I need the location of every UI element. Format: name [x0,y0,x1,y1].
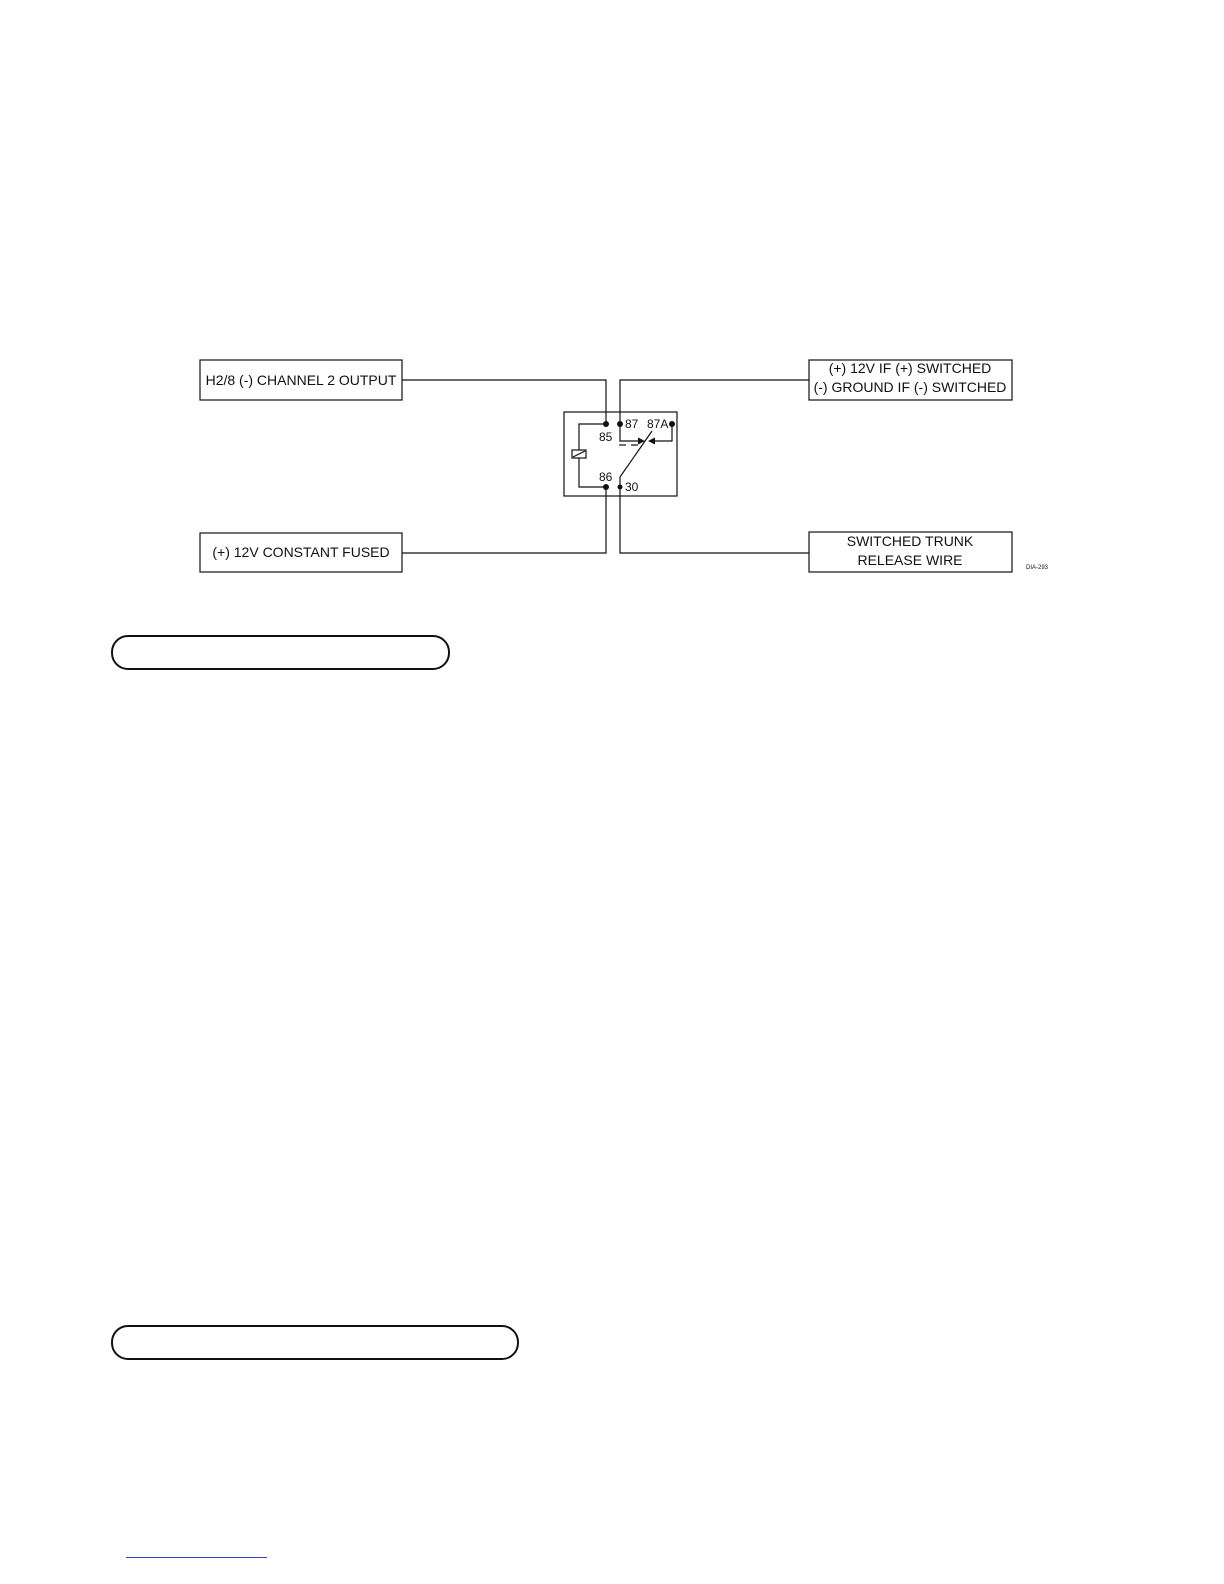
section-heading-pill-1 [111,635,450,670]
pin-87a-label: 87A [647,417,669,431]
arrow-to-87a [648,438,655,445]
switched-power-label-line1: (+) 12V IF (+) SWITCHED [828,360,992,376]
terminal-30-dot [618,485,623,490]
footer-link-underline[interactable] [126,1557,267,1558]
wire-to-30 [620,487,809,553]
channel-output-label: H2/8 (-) CHANNEL 2 OUTPUT [205,372,397,388]
wire-to-86 [402,487,606,553]
terminal-87a-dot [669,421,675,427]
section-heading-pill-2 [111,1325,519,1360]
pin-30-label: 30 [625,480,639,494]
terminal-87-dot [617,421,623,427]
pin-85-label: 85 [599,430,613,444]
pin-87-label: 87 [625,417,639,431]
trunk-release-label-line1: SWITCHED TRUNK [846,533,974,549]
trunk-release-label-line2: RELEASE WIRE [857,552,963,568]
switched-power-label-line2: (-) GROUND IF (-) SWITCHED [813,379,1007,395]
pin-86-label: 86 [599,470,613,484]
terminal-86-dot [603,484,609,490]
terminal-85-dot [603,421,609,427]
wire-to-85 [402,380,606,424]
constant-fused-label: (+) 12V CONSTANT FUSED [212,544,390,560]
switch-arm [620,431,652,477]
figure-code: DIA-293 [1026,565,1049,571]
